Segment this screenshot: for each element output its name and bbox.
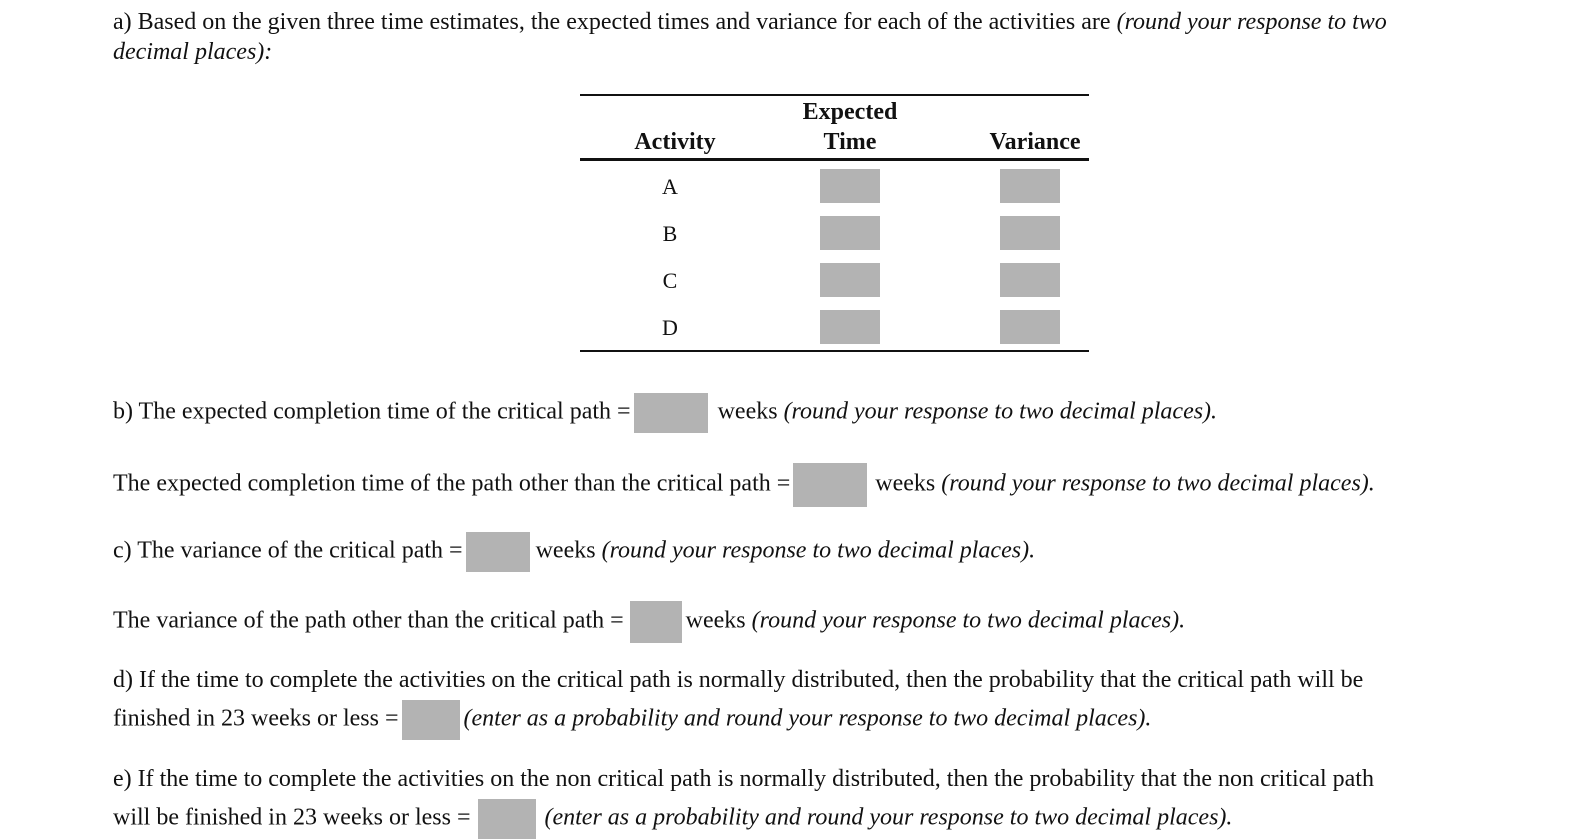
part-e-line1: e) If the time to complete the activities on the non critical path is normally distributed, then the probability that the non critical path [113,766,1374,792]
expected-time-c-input[interactable] [820,263,880,297]
variance-c-input[interactable] [1000,263,1060,297]
part-c-hint: (round your response to two decimal places). [601,537,1036,564]
critical-path-probability-input[interactable] [402,700,460,740]
part-d-prefix: finished in 23 weeks or less = [113,705,399,732]
part-b2-line [113,463,1375,507]
part-b-line [113,393,1217,433]
activity-label-a: A [662,174,678,199]
part-c2-line [113,601,1185,643]
col-header-expected-2: Time [823,129,877,155]
col-header-variance: Variance [989,129,1081,155]
activity-label-b: B [662,221,678,246]
part-d-line2 [113,700,1151,740]
part-b2-prefix: The expected completion time of the path other than the critical path = [113,470,791,497]
activity-label-c: C [662,268,678,293]
part-c-prefix: c) The variance of the critical path = [113,537,463,564]
part-e-hint: (enter as a probability and round your response to two decimal places). [544,804,1233,831]
part-b-unit: weeks [717,398,778,425]
noncritical-path-time-input[interactable] [793,463,867,507]
col-header-activity: Activity [634,129,716,155]
part-c2-unit: weeks [685,607,746,634]
noncritical-path-variance-input[interactable] [630,601,682,643]
noncritical-path-probability-input[interactable] [478,799,536,839]
part-c-line [113,532,1035,572]
table-bottom-rule [580,350,1089,352]
part-b2-unit: weeks [875,470,936,497]
part-c2-hint: (round your response to two decimal places). [751,607,1186,634]
expected-time-d-input[interactable] [820,310,880,344]
part-d-hint: (enter as a probability and round your response to two decimal places). [463,705,1152,732]
table-header-rule [580,158,1089,161]
part-a-hint-2: decimal places): [113,39,273,65]
part-b-prefix: b) The expected completion time of the critical path = [113,398,631,425]
critical-path-variance-input[interactable] [466,532,530,572]
expected-time-a-input[interactable] [820,169,880,203]
part-d-line1: d) If the time to complete the activities on the critical path is normally distributed, then the probability that the critical path will be [113,667,1364,693]
part-b-hint: (round your response to two decimal places). [783,398,1218,425]
variance-d-input[interactable] [1000,310,1060,344]
activity-label-d: D [662,315,678,340]
part-a-hint-1: (round your response to two [1116,9,1387,35]
part-b2-hint: (round your response to two decimal places). [941,470,1375,497]
variance-b-input[interactable] [1000,216,1060,250]
part-a-line1 [113,7,1387,37]
col-header-expected-1: Expected [802,99,898,125]
part-e-line2 [113,799,1232,839]
critical-path-time-input[interactable] [634,393,708,433]
part-a-text: a) Based on the given three time estimates, the expected times and variance for each of the activities are [113,9,1117,35]
part-c2-prefix: The variance of the path other than the critical path = [113,607,624,634]
table-top-rule [580,94,1089,96]
expected-time-b-input[interactable] [820,216,880,250]
variance-a-input[interactable] [1000,169,1060,203]
part-e-prefix: will be finished in 23 weeks or less = [113,804,471,831]
part-c-unit: weeks [535,537,596,564]
